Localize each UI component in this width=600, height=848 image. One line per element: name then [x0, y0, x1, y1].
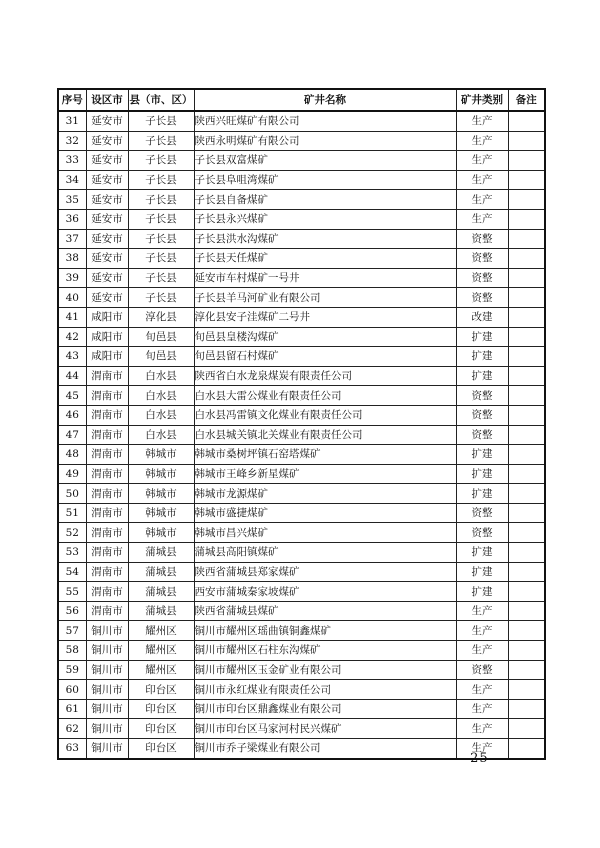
cell-mine-name: 陕西省蒲城县郑家煤矿 [194, 562, 456, 582]
cell-remarks [508, 307, 545, 327]
cell-city: 渭南市 [86, 543, 128, 563]
cell-county: 韩城市 [128, 503, 194, 523]
cell-county: 旬邑县 [128, 347, 194, 367]
cell-category: 扩建 [456, 582, 508, 602]
cell-category: 改建 [456, 307, 508, 327]
cell-city: 渭南市 [86, 386, 128, 406]
table-row [58, 327, 545, 347]
cell-remarks [508, 621, 545, 641]
cell-serial: 35 [58, 190, 86, 210]
cell-county: 印台区 [128, 699, 194, 719]
cell-city: 咸阳市 [86, 347, 128, 367]
cell-remarks [508, 425, 545, 445]
cell-serial: 34 [58, 170, 86, 190]
cell-county: 印台区 [128, 680, 194, 700]
table-row [58, 405, 545, 425]
cell-county: 白水县 [128, 425, 194, 445]
table-row [58, 268, 545, 288]
cell-serial: 57 [58, 621, 86, 641]
cell-county: 韩城市 [128, 523, 194, 543]
cell-county: 耀州区 [128, 660, 194, 680]
cell-category: 生产 [456, 209, 508, 229]
cell-category: 扩建 [456, 562, 508, 582]
cell-remarks [508, 386, 545, 406]
cell-serial: 45 [58, 386, 86, 406]
cell-remarks [508, 464, 545, 484]
cell-category: 生产 [456, 170, 508, 190]
cell-serial: 36 [58, 209, 86, 229]
table-row [58, 131, 545, 151]
cell-mine-name: 子长县双富煤矿 [194, 151, 456, 171]
cell-mine-name: 韩城市龙源煤矿 [194, 484, 456, 504]
cell-city: 延安市 [86, 170, 128, 190]
cell-serial: 40 [58, 288, 86, 308]
cell-county: 印台区 [128, 739, 194, 759]
table-row [58, 660, 545, 680]
cell-category: 扩建 [456, 445, 508, 465]
cell-city: 铜川市 [86, 719, 128, 739]
cell-serial: 59 [58, 660, 86, 680]
cell-city: 延安市 [86, 249, 128, 269]
table-row [58, 484, 545, 504]
mine-list-table [57, 88, 546, 760]
table-row [58, 229, 545, 249]
cell-mine-name: 韩城市盛捷煤矿 [194, 503, 456, 523]
table-row [58, 543, 545, 563]
table-row [58, 562, 545, 582]
cell-mine-name: 子长县阜咀湾煤矿 [194, 170, 456, 190]
cell-serial: 63 [58, 739, 86, 759]
cell-county: 子长县 [128, 229, 194, 249]
cell-serial: 47 [58, 425, 86, 445]
cell-county: 子长县 [128, 288, 194, 308]
cell-serial: 60 [58, 680, 86, 700]
cell-serial: 53 [58, 543, 86, 563]
cell-county: 蒲城县 [128, 601, 194, 621]
cell-mine-name: 白水县冯雷镇文化煤业有限责任公司 [194, 405, 456, 425]
cell-city: 咸阳市 [86, 307, 128, 327]
cell-serial: 52 [58, 523, 86, 543]
table-header-row [58, 89, 545, 111]
table-row [58, 366, 545, 386]
cell-serial: 42 [58, 327, 86, 347]
cell-mine-name: 铜川市耀州区玉金矿业有限公司 [194, 660, 456, 680]
cell-serial: 54 [58, 562, 86, 582]
cell-city: 渭南市 [86, 425, 128, 445]
table-row [58, 680, 545, 700]
cell-city: 延安市 [86, 209, 128, 229]
cell-mine-name: 白水县大雷公煤业有限责任公司 [194, 386, 456, 406]
header-city: 设区市 [86, 89, 128, 111]
cell-category: 资整 [456, 425, 508, 445]
table-row [58, 209, 545, 229]
cell-remarks [508, 170, 545, 190]
cell-category: 生产 [456, 680, 508, 700]
table-row [58, 190, 545, 210]
cell-serial: 50 [58, 484, 86, 504]
table-row [58, 170, 545, 190]
table-row [58, 425, 545, 445]
cell-county: 印台区 [128, 719, 194, 739]
cell-city: 延安市 [86, 190, 128, 210]
cell-remarks [508, 268, 545, 288]
cell-serial: 46 [58, 405, 86, 425]
cell-city: 渭南市 [86, 562, 128, 582]
cell-mine-name: 陕西永明煤矿有限公司 [194, 131, 456, 151]
cell-county: 蒲城县 [128, 582, 194, 602]
cell-remarks [508, 601, 545, 621]
cell-city: 铜川市 [86, 739, 128, 759]
cell-category: 资整 [456, 660, 508, 680]
cell-county: 蒲城县 [128, 543, 194, 563]
cell-remarks [508, 366, 545, 386]
header-mine-category: 矿井类别 [456, 89, 508, 111]
cell-remarks [508, 699, 545, 719]
cell-mine-name: 旬邑县留石村煤矿 [194, 347, 456, 367]
cell-remarks [508, 151, 545, 171]
cell-county: 韩城市 [128, 445, 194, 465]
cell-remarks [508, 543, 545, 563]
cell-mine-name: 韩城市王峰乡新星煤矿 [194, 464, 456, 484]
table-row [58, 347, 545, 367]
cell-serial: 41 [58, 307, 86, 327]
cell-remarks [508, 347, 545, 367]
cell-city: 延安市 [86, 151, 128, 171]
cell-serial: 33 [58, 151, 86, 171]
cell-category: 资整 [456, 268, 508, 288]
cell-remarks [508, 190, 545, 210]
cell-county: 子长县 [128, 170, 194, 190]
cell-remarks [508, 503, 545, 523]
cell-city: 铜川市 [86, 621, 128, 641]
cell-category: 扩建 [456, 366, 508, 386]
cell-city: 延安市 [86, 229, 128, 249]
cell-city: 渭南市 [86, 484, 128, 504]
cell-remarks [508, 523, 545, 543]
cell-category: 资整 [456, 249, 508, 269]
cell-mine-name: 淳化县安子洼煤矿二号井 [194, 307, 456, 327]
cell-remarks [508, 327, 545, 347]
table-row [58, 719, 545, 739]
cell-county: 子长县 [128, 111, 194, 131]
cell-county: 蒲城县 [128, 562, 194, 582]
cell-county: 白水县 [128, 386, 194, 406]
cell-city: 延安市 [86, 268, 128, 288]
cell-remarks [508, 445, 545, 465]
cell-remarks [508, 562, 545, 582]
cell-category: 生产 [456, 699, 508, 719]
cell-serial: 55 [58, 582, 86, 602]
cell-remarks [508, 582, 545, 602]
cell-mine-name: 韩城市桑树坪镇石窑塔煤矿 [194, 445, 456, 465]
header-remarks: 备注 [508, 89, 545, 111]
cell-mine-name: 子长县天任煤矿 [194, 249, 456, 269]
cell-mine-name: 西安市蒲城秦家坡煤矿 [194, 582, 456, 602]
cell-remarks [508, 131, 545, 151]
cell-serial: 38 [58, 249, 86, 269]
cell-remarks [508, 660, 545, 680]
cell-county: 白水县 [128, 366, 194, 386]
cell-category: 生产 [456, 719, 508, 739]
cell-remarks [508, 739, 545, 759]
cell-serial: 39 [58, 268, 86, 288]
cell-city: 咸阳市 [86, 327, 128, 347]
cell-county: 子长县 [128, 151, 194, 171]
table-row [58, 699, 545, 719]
cell-mine-name: 蒲城县高阳镇煤矿 [194, 543, 456, 563]
cell-county: 韩城市 [128, 464, 194, 484]
cell-mine-name: 陕西省蒲城县煤矿 [194, 601, 456, 621]
cell-serial: 48 [58, 445, 86, 465]
cell-category: 扩建 [456, 347, 508, 367]
cell-serial: 62 [58, 719, 86, 739]
cell-mine-name: 铜川市印台区鼎鑫煤业有限公司 [194, 699, 456, 719]
table-row [58, 641, 545, 661]
cell-serial: 51 [58, 503, 86, 523]
cell-city: 铜川市 [86, 660, 128, 680]
cell-category: 资整 [456, 503, 508, 523]
cell-city: 铜川市 [86, 680, 128, 700]
cell-mine-name: 子长县永兴煤矿 [194, 209, 456, 229]
cell-category: 资整 [456, 288, 508, 308]
cell-remarks [508, 680, 545, 700]
cell-county: 子长县 [128, 268, 194, 288]
cell-remarks [508, 249, 545, 269]
cell-city: 渭南市 [86, 582, 128, 602]
cell-serial: 37 [58, 229, 86, 249]
cell-category: 生产 [456, 111, 508, 131]
cell-category: 生产 [456, 131, 508, 151]
table-row [58, 307, 545, 327]
cell-county: 淳化县 [128, 307, 194, 327]
cell-county: 子长县 [128, 131, 194, 151]
cell-serial: 61 [58, 699, 86, 719]
cell-city: 渭南市 [86, 523, 128, 543]
cell-mine-name: 陕西兴旺煤矿有限公司 [194, 111, 456, 131]
cell-mine-name: 子长县自备煤矿 [194, 190, 456, 210]
cell-remarks [508, 641, 545, 661]
table-row [58, 503, 545, 523]
cell-category: 扩建 [456, 543, 508, 563]
cell-mine-name: 铜川市耀州区瑶曲镇铜鑫煤矿 [194, 621, 456, 641]
cell-mine-name: 子长县洪水沟煤矿 [194, 229, 456, 249]
cell-serial: 58 [58, 641, 86, 661]
cell-city: 渭南市 [86, 405, 128, 425]
cell-category: 生产 [456, 601, 508, 621]
cell-county: 子长县 [128, 249, 194, 269]
table-row [58, 386, 545, 406]
page-number: — 25 — [451, 751, 508, 766]
cell-city: 渭南市 [86, 445, 128, 465]
cell-remarks [508, 288, 545, 308]
table-row [58, 582, 545, 602]
cell-mine-name: 旬邑县皇楼沟煤矿 [194, 327, 456, 347]
cell-mine-name: 铜川市印台区马家河村民兴煤矿 [194, 719, 456, 739]
table-row [58, 523, 545, 543]
cell-category: 资整 [456, 523, 508, 543]
cell-serial: 31 [58, 111, 86, 131]
cell-serial: 32 [58, 131, 86, 151]
cell-category: 资整 [456, 386, 508, 406]
cell-category: 生产 [456, 641, 508, 661]
cell-county: 韩城市 [128, 484, 194, 504]
cell-city: 铜川市 [86, 699, 128, 719]
cell-mine-name: 韩城市昌兴煤矿 [194, 523, 456, 543]
header-mine-name: 矿井名称 [194, 89, 456, 111]
cell-remarks [508, 484, 545, 504]
cell-category: 生产 [456, 190, 508, 210]
table-row [58, 111, 545, 131]
table-row [58, 151, 545, 171]
header-county: 县（市、区） [128, 89, 194, 111]
cell-mine-name: 铜川市永红煤业有限责任公司 [194, 680, 456, 700]
table-row [58, 621, 545, 641]
cell-category: 生产 [456, 151, 508, 171]
cell-county: 白水县 [128, 405, 194, 425]
cell-city: 铜川市 [86, 641, 128, 661]
cell-remarks [508, 229, 545, 249]
cell-serial: 49 [58, 464, 86, 484]
cell-city: 渭南市 [86, 464, 128, 484]
cell-county: 子长县 [128, 190, 194, 210]
cell-remarks [508, 111, 545, 131]
table-row [58, 249, 545, 269]
cell-mine-name: 铜川市乔子梁煤业有限公司 [194, 739, 456, 759]
cell-category: 生产 [456, 739, 508, 759]
cell-category: 资整 [456, 229, 508, 249]
cell-category: 扩建 [456, 464, 508, 484]
cell-city: 延安市 [86, 111, 128, 131]
cell-county: 旬邑县 [128, 327, 194, 347]
table-row [58, 464, 545, 484]
table-body [58, 111, 545, 759]
cell-remarks [508, 209, 545, 229]
cell-county: 耀州区 [128, 641, 194, 661]
cell-remarks [508, 405, 545, 425]
table-row [58, 445, 545, 465]
cell-mine-name: 子长县羊马河矿业有限公司 [194, 288, 456, 308]
cell-city: 渭南市 [86, 601, 128, 621]
cell-county: 子长县 [128, 209, 194, 229]
cell-remarks [508, 719, 545, 739]
cell-category: 扩建 [456, 484, 508, 504]
cell-city: 延安市 [86, 131, 128, 151]
cell-city: 延安市 [86, 288, 128, 308]
cell-mine-name: 陕西省白水龙泉煤炭有限责任公司 [194, 366, 456, 386]
cell-mine-name: 铜川市耀州区石柱东沟煤矿 [194, 641, 456, 661]
cell-category: 资整 [456, 405, 508, 425]
cell-mine-name: 延安市车村煤矿一号井 [194, 268, 456, 288]
cell-category: 生产 [456, 621, 508, 641]
cell-city: 渭南市 [86, 503, 128, 523]
cell-mine-name: 白水县城关镇北关煤业有限责任公司 [194, 425, 456, 445]
cell-city: 渭南市 [86, 366, 128, 386]
cell-serial: 56 [58, 601, 86, 621]
header-serial: 序号 [58, 89, 86, 111]
cell-serial: 44 [58, 366, 86, 386]
cell-serial: 43 [58, 347, 86, 367]
cell-county: 耀州区 [128, 621, 194, 641]
table-row [58, 601, 545, 621]
table-row [58, 288, 545, 308]
cell-category: 扩建 [456, 327, 508, 347]
